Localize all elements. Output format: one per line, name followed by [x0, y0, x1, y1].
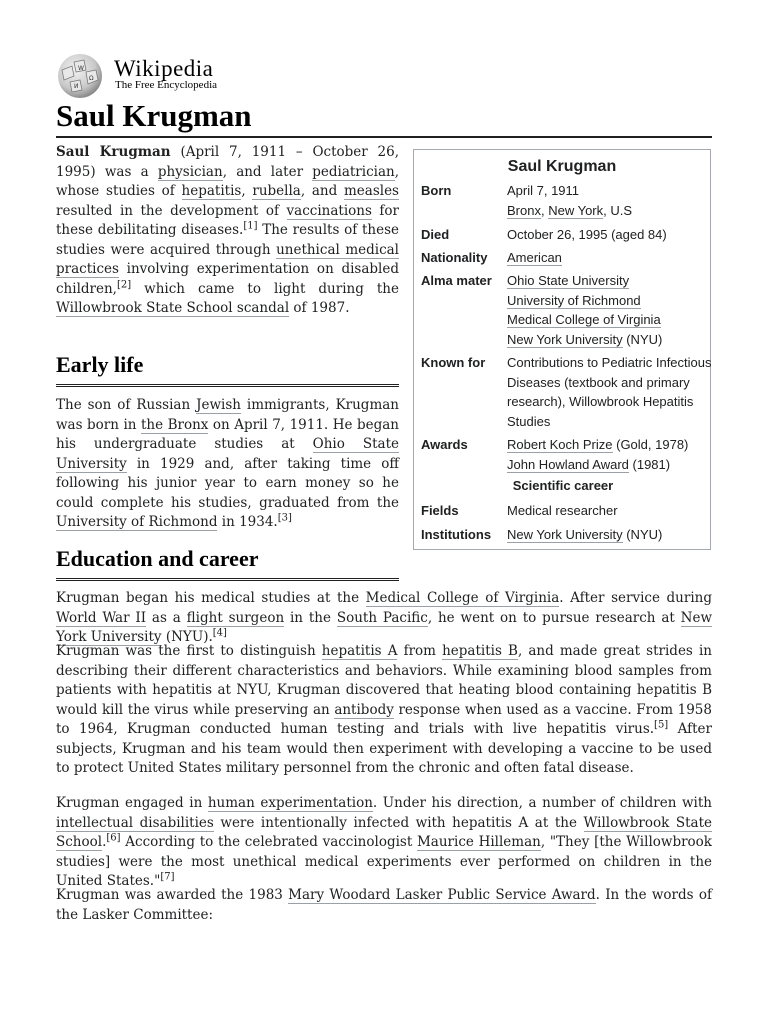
education-paragraph-1: Krugman began his medical studies at the Medical College of Virginia. After service during World War II as a flight surgeon in the South Pacific, he went on to pursue research at New York University (NYU).[4] [56, 590, 713, 645]
lead-paragraph: Saul Krugman (April 7, 1911 – October 26, 1995) was a physician, and later pediatrician, whose studies of hepatitis, rubella, and measles resulted in the development of vaccinations for these debilitating diseases.[1] The results of these studies were acquired through unethical medical practices involving experimentation on disabled children,[2] which came to light during the Willowbrook State School scandal of 1987. [56, 144, 400, 316]
svg-text:Ω: Ω [89, 75, 94, 82]
link-south-pacific[interactable]: South Pacific [336, 609, 428, 626]
link-alma-ohio-state[interactable]: Ohio State University [507, 273, 630, 288]
page-title: Saul Krugman [56, 98, 712, 138]
site-tagline: The Free Encyclopedia [115, 79, 218, 91]
link-new-york[interactable]: New York [548, 202, 604, 218]
infobox-title: Saul Krugman [507, 158, 617, 175]
early-life-paragraph: The son of Russian Jewish immigrants, Krugman was born in the Bronx on April 7, 1911. He began his undergraduate studies at Ohio State University in 1929 and, after taking time off following his junior year to earn money so he could complete his studies, graduated from the University of Richmond in 1934.[3] [56, 397, 399, 530]
infobox-label-fields: Fields [421, 503, 459, 518]
link-physician[interactable]: physician [157, 163, 223, 180]
heading-education-career: Education and career [56, 546, 399, 581]
link-institution-nyu[interactable]: New York University [507, 527, 623, 542]
link-jewish[interactable]: Jewish [196, 397, 241, 413]
link-antibody[interactable]: antibody [334, 701, 394, 718]
link-hepatitis-a[interactable]: hepatitis A [321, 643, 398, 659]
link-willowbrook-scandal[interactable]: Willowbrook State School scandal [56, 300, 290, 316]
link-hepatitis-b[interactable]: hepatitis B [442, 643, 518, 659]
heading-early-life: Early life [56, 352, 399, 387]
link-human-experimentation[interactable]: human experimentation [207, 795, 373, 811]
link-willowbrook-state-school[interactable]: Willowbrook State School [56, 814, 712, 850]
infobox-value-born: April 7, 1911 Bronx, New York, U.S [507, 183, 633, 218]
reference-2[interactable]: [2] [116, 279, 132, 290]
link-intellectual-disabilities[interactable]: intellectual disabilities [56, 814, 214, 831]
link-maurice-hilleman[interactable]: Maurice Hilleman [416, 834, 541, 850]
link-lasker-award[interactable]: Mary Woodard Lasker Public Service Award [288, 887, 596, 903]
link-hepatitis[interactable]: hepatitis [181, 183, 242, 199]
svg-text:И: И [74, 83, 79, 90]
reference-3[interactable]: [3] [277, 512, 292, 524]
infobox-label-awards: Awards [421, 437, 468, 452]
infobox-value-fields: Medical researcher [507, 503, 618, 518]
education-paragraph-2: Krugman was the first to distinguish hepatitis A from hepatitis B, and made great strides in describing their different characteristics and behaviors. While examining blood samples from patients with hepatitis at NYU, Krugman discovered that heating blood containing hepatitis B would kill the virus while preserving an antibody response when used as a vaccine. From 1958 to 1964, Krugman conducted human testing and trials with live hepatitis virus.[5] After subjects, Krugman and his team would then experiment with developing a vaccine to be used to protect United States military personnel from the chronic and often fatal disease. [56, 643, 713, 776]
education-paragraph-4: Krugman was awarded the 1983 Mary Woodard Lasker Public Service Award. In the words of the Lasker Committee: [56, 887, 712, 923]
svg-text:W: W [78, 65, 84, 72]
infobox-label-known-for: Known for [421, 355, 486, 370]
link-measles[interactable]: measles [343, 183, 399, 199]
link-medical-college-of-virginia[interactable]: Medical College of Virginia [365, 590, 560, 606]
reference-1[interactable]: [1] [243, 220, 258, 232]
link-robert-koch-prize[interactable]: Robert Koch Prize [507, 437, 613, 452]
reference-5[interactable]: [5] [654, 719, 669, 731]
infobox-label-alma-mater: Alma mater [421, 273, 492, 288]
link-ohio-state-university[interactable]: Ohio State University [56, 436, 399, 472]
link-john-howland-award[interactable]: John Howland Award [507, 456, 629, 472]
link-new-york-university[interactable]: New York University [56, 609, 713, 645]
link-university-of-richmond[interactable]: University of Richmond [56, 514, 218, 530]
infobox-label-died: Died [421, 227, 450, 242]
link-the-bronx[interactable]: the Bronx [140, 416, 209, 433]
link-flight-surgeon[interactable]: flight surgeon [186, 609, 285, 626]
reference-7[interactable]: [7] [160, 871, 175, 883]
link-alma-richmond[interactable]: University of Richmond [507, 292, 641, 308]
infobox-value-died: October 26, 1995 (aged 84) [507, 227, 667, 242]
infobox-subheading-career: Scientific career [512, 478, 614, 493]
link-bronx[interactable]: Bronx [507, 202, 541, 218]
education-paragraph-3: Krugman engaged in human experimentation. Under his direction, a number of children with intellectual disabilities were intentionally infected with hepatitis A at the Willowbrook State School.[6] According to the celebrated vaccinologist Maurice Hilleman, "They [the Willowbrook studies] were the most unethical medical experiments ever performed on children in the United States."[7] [56, 795, 712, 889]
subject-name: Saul Krugman [56, 144, 171, 160]
link-american[interactable]: American [507, 250, 562, 265]
link-rubella[interactable]: rubella [252, 183, 301, 199]
reference-6[interactable]: [6] [106, 832, 121, 844]
infobox: Saul Krugman Born April 7, 1911 Bronx, New York, U.S Died October 26, 1995 (aged 84) Nationality American Alma mater Ohio State University University of Richmond Medical College of Virginia New York University (NYU) Known for Contributions to Pediatric Infectious Diseases (textbook and primary research), Willowbrook Hepatitis Studies Awards Robert Koch Prize (Gold, 1978) John Howland Award (1981) Scientific career Fields Medical researcher Institutions New York University (NYU) [413, 149, 711, 550]
link-vaccinations[interactable]: vaccinations [286, 202, 372, 219]
infobox-label-born: Born [421, 183, 452, 198]
wikipedia-globe-icon[interactable] [56, 52, 104, 100]
infobox-value-known-for: Contributions to Pediatric Infectious Diseases (textbook and primary research), Willowbrook Hepatitis Studies [507, 355, 712, 429]
site-header [56, 52, 712, 100]
link-unethical-medical-practices[interactable]: unethical medical practices [56, 241, 399, 277]
infobox-label-nationality: Nationality [421, 250, 488, 265]
link-world-war-ii[interactable]: World War II [56, 609, 147, 626]
site-wordmark[interactable]: Wikipedia [114, 56, 214, 81]
reference-4[interactable]: [4] [212, 627, 227, 639]
link-pediatrician[interactable]: pediatrician [312, 163, 395, 180]
link-alma-mcv[interactable]: Medical College of Virginia [507, 312, 661, 327]
link-alma-nyu[interactable]: New York University [507, 331, 623, 347]
infobox-label-institutions: Institutions [421, 527, 492, 542]
